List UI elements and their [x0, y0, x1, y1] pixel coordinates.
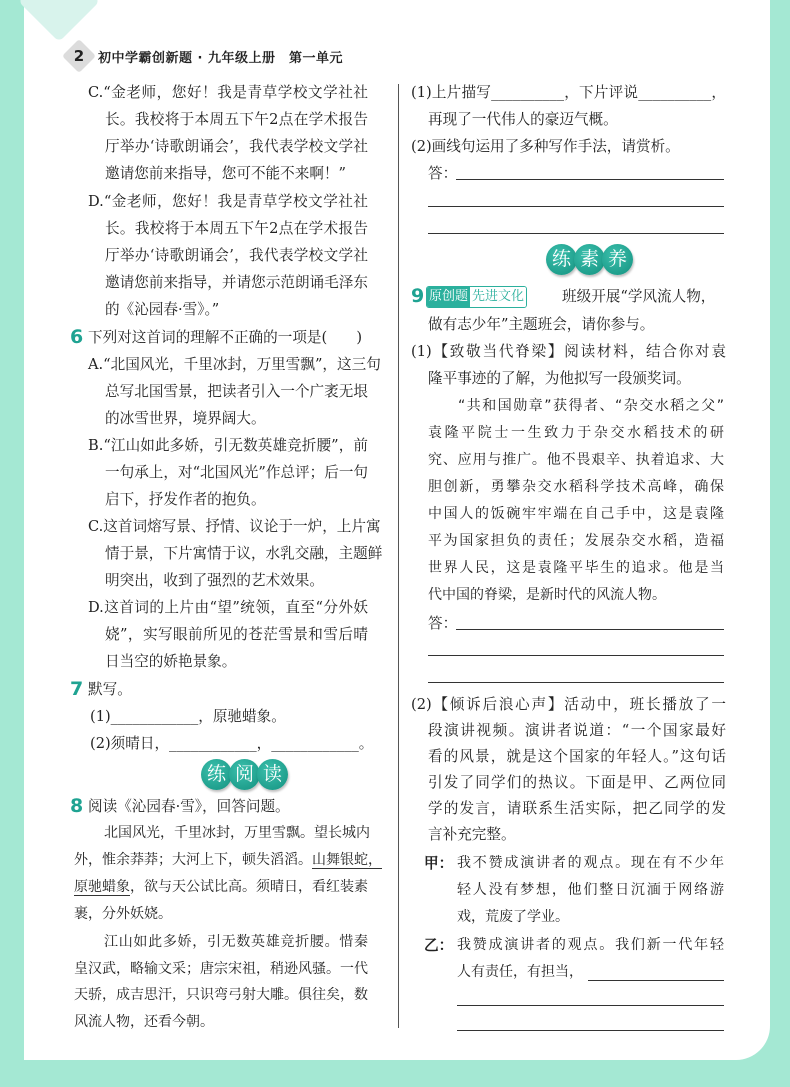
text-line: 中国人的饭碗牢牢端在自己手中，这是袁隆 [428, 506, 724, 522]
banner-char: 读 [257, 759, 288, 790]
column-divider [398, 84, 399, 1028]
speaker-jia-label: 甲： [424, 855, 454, 872]
text-line: (1)____________，原驰蜡象。 [90, 708, 286, 725]
text-line: 再现了一代伟人的豪迈气概。 [428, 111, 618, 128]
text-line: 邀请您前来指导，您可不能不来啊！” [105, 165, 346, 182]
reading-material [428, 393, 724, 609]
question-tags [426, 286, 527, 308]
text-line: 裹，分外妖娆。 [74, 906, 172, 922]
option-d [88, 188, 368, 323]
q6-option-a [88, 351, 381, 432]
text-line: 人有责任，有担当， [457, 964, 583, 980]
text-line: 引发了同学们的热议。下面是甲、乙两位同 [428, 774, 726, 791]
text-line: 江山如此多娇，引无数英雄竞折腰。惜秦 [104, 934, 368, 950]
page-number: 2 [73, 47, 85, 65]
q6-option-b [88, 432, 368, 513]
answer-line[interactable] [456, 179, 724, 180]
speaker-jia-text [457, 850, 724, 931]
text-line: 世界人民，这是袁隆平毕生的追求。他是当 [428, 560, 724, 576]
badge-topic: 先进文化 [470, 287, 526, 307]
text-segment: ，欲与天公试比高。须晴日，看红装素 [130, 879, 368, 895]
text-line: 平为国家担负的责任；发展杂交水稻，造福 [428, 533, 724, 549]
text-line: 我赞成演讲者的观点。我们新一代年轻 [457, 937, 724, 953]
answer-label: 答： [428, 165, 458, 182]
text-line: D.这首词的上片由“望”统领，直至“分外妖 [88, 599, 368, 616]
text-line: 天骄，成吉思汗，只识弯弓射大雕。俱往矣，数 [74, 987, 368, 1003]
q9-part-2 [411, 692, 726, 848]
poem-stanza-1 [74, 820, 382, 928]
banner-char: 阅 [229, 759, 260, 790]
q7-part-2 [90, 730, 373, 757]
q6-option-c [88, 513, 383, 594]
text-line: D.“金老师，您好！我是青草学校文学社社 [88, 193, 368, 210]
option-c [88, 79, 368, 187]
q9-part-1 [411, 338, 726, 392]
question-9-stem-line1: 班级开展“学风流人物， [562, 288, 716, 305]
text-line: 我不赞成演讲者的观点。现在有不少年 [457, 855, 724, 871]
text-line: 总写北国雪景，把读者引入一个广袤无垠 [105, 383, 368, 400]
speaker-yi-label: 乙： [424, 937, 454, 954]
text-line: (2)画线句运用了多种写作手法，请赏析。 [411, 138, 680, 155]
answer-line[interactable] [457, 1005, 724, 1006]
text-line: 厅举办‘诗歌朗诵会’，我代表学校文学社 [105, 247, 368, 264]
text-line [74, 847, 382, 874]
text-line: “共和国勋章”获得者、“杂交水稻之父” [458, 398, 724, 414]
text-line: 学的发言，请联系生活实际，把乙同学的发 [428, 800, 726, 817]
text-line: C.“金老师，您好！我是青草学校文学社社 [88, 84, 368, 101]
answer-line[interactable] [428, 655, 724, 656]
answer-line[interactable] [428, 233, 724, 234]
badge-original: 原创题 [427, 287, 470, 307]
question-number: 7 [70, 678, 84, 700]
q8-part-2 [411, 133, 680, 160]
text-line: 长。我校将于本周五下午2点在学术报告 [105, 220, 368, 237]
question-number: 8 [70, 795, 84, 817]
text-line: (1)【致敬当代脊梁】阅读材料，结合你对袁 [411, 343, 726, 360]
question-number: 6 [70, 326, 84, 348]
text-line: 袁隆平院士一生致力于杂交水稻技术的研 [428, 425, 724, 441]
text-line: 一句承上，对“北国风光”作总评；后一句 [105, 464, 369, 481]
text-line: 日当空的娇艳景象。 [105, 653, 237, 670]
text-line: 皇汉武，略输文采；唐宗宋祖，稍逊风骚。一代 [74, 960, 368, 977]
question-9-stem-line2: 做有志少年”主题班会，请你参与。 [428, 316, 655, 333]
q8-part-1 [411, 79, 726, 133]
answer-line[interactable] [456, 629, 724, 630]
text-segment: 外，惟余莽莽；大河上下，顿失滔滔。 [74, 852, 312, 868]
text-line: 启下，抒发作者的抱负。 [105, 491, 266, 508]
banner-char: 练 [201, 759, 232, 790]
answer-line[interactable] [457, 1030, 724, 1031]
text-line: (2)须晴日，____________，____________。 [90, 735, 374, 752]
text-line: 究、应用与推广。他不畏艰辛、执着追求、大 [428, 452, 724, 468]
text-line: 邀请您前来指导，并请您示范朗诵毛泽东 [105, 274, 368, 291]
banner-char: 养 [602, 244, 633, 275]
text-line: 明突出，收到了强烈的艺术效果。 [105, 572, 324, 589]
text-line [74, 874, 368, 901]
text-line: 戏，荒废了学业。 [457, 909, 569, 925]
q6-option-d [88, 594, 368, 675]
text-line: C.这首词熔写景、抒情、议论于一炉，上片寓 [88, 518, 381, 535]
text-line: 风流人物，还看今朝。 [74, 1013, 214, 1030]
text-line: 北国风光，千里冰封，万里雪飘。望长城内 [104, 825, 370, 841]
banner-char: 素 [574, 244, 605, 275]
question-7-stem: 默写。 [88, 681, 132, 698]
poem-stanza-2 [74, 929, 368, 1035]
text-line: 隆平事迹的了解，为他拟写一段颁奖词。 [428, 370, 691, 387]
text-line: B.“江山如此多娇，引无数英雄竞折腰”，前 [88, 437, 368, 454]
question-8-stem: 阅读《沁园春·雪》，回答问题。 [88, 798, 290, 815]
text-line: 轻人没有梦想，他们整日沉湎于网络游 [457, 882, 724, 898]
section-banner-literacy [549, 244, 633, 275]
speaker-yi-text [457, 932, 724, 986]
banner-char: 练 [546, 244, 577, 275]
text-line: 代中国的脊梁，是新时代的风流人物。 [428, 587, 666, 603]
text-line: 长。我校将于本周五下午2点在学术报告 [105, 111, 368, 128]
text-line: 情于景，下片寓情于议，水乳交融，主题鲜 [105, 545, 383, 562]
underlined-phrase: 山舞银蛇， [312, 852, 382, 868]
text-line: 胆创新，勇攀杂交水稻科学技术高峰，确保 [428, 479, 724, 495]
answer-line[interactable] [588, 980, 724, 981]
running-header: 初中学霸创新题 · 九年级上册 第一单元 [98, 51, 343, 66]
section-banner-reading [204, 759, 288, 790]
text-line: A.“北国风光，千里冰封，万里雪飘”，这三句 [88, 356, 381, 373]
underlined-phrase: 原驰蜡象 [74, 879, 130, 895]
answer-label: 答： [428, 615, 458, 632]
text-line: 娆”，实写眼前所见的苍茫雪景和雪后晴 [105, 626, 368, 643]
answer-line[interactable] [428, 206, 724, 207]
text-line: (1)上片描写__________，下片评说__________， [411, 84, 726, 101]
text-line: 看的风景，就是这个国家的年轻人。”这句话 [428, 748, 726, 765]
text-line: 言补充完整。 [428, 826, 516, 843]
text-line: 厅举办‘诗歌朗诵会’，我代表学校文学社 [105, 138, 368, 155]
q7-part-1 [90, 703, 286, 730]
text-line: 段演讲视频。演讲者说道：“一个国家最好 [428, 722, 726, 739]
text-line: 的《沁园春·雪》。” [105, 301, 220, 318]
text-line: 的冰雪世界，境界阔大。 [105, 410, 266, 427]
question-number: 9 [411, 285, 425, 307]
question-6-stem: 下列对这首词的理解不正确的一项是( ) [88, 329, 363, 346]
answer-line[interactable] [428, 682, 724, 683]
text-line: (2)【倾诉后浪心声】活动中，班长播放了一 [411, 696, 726, 713]
